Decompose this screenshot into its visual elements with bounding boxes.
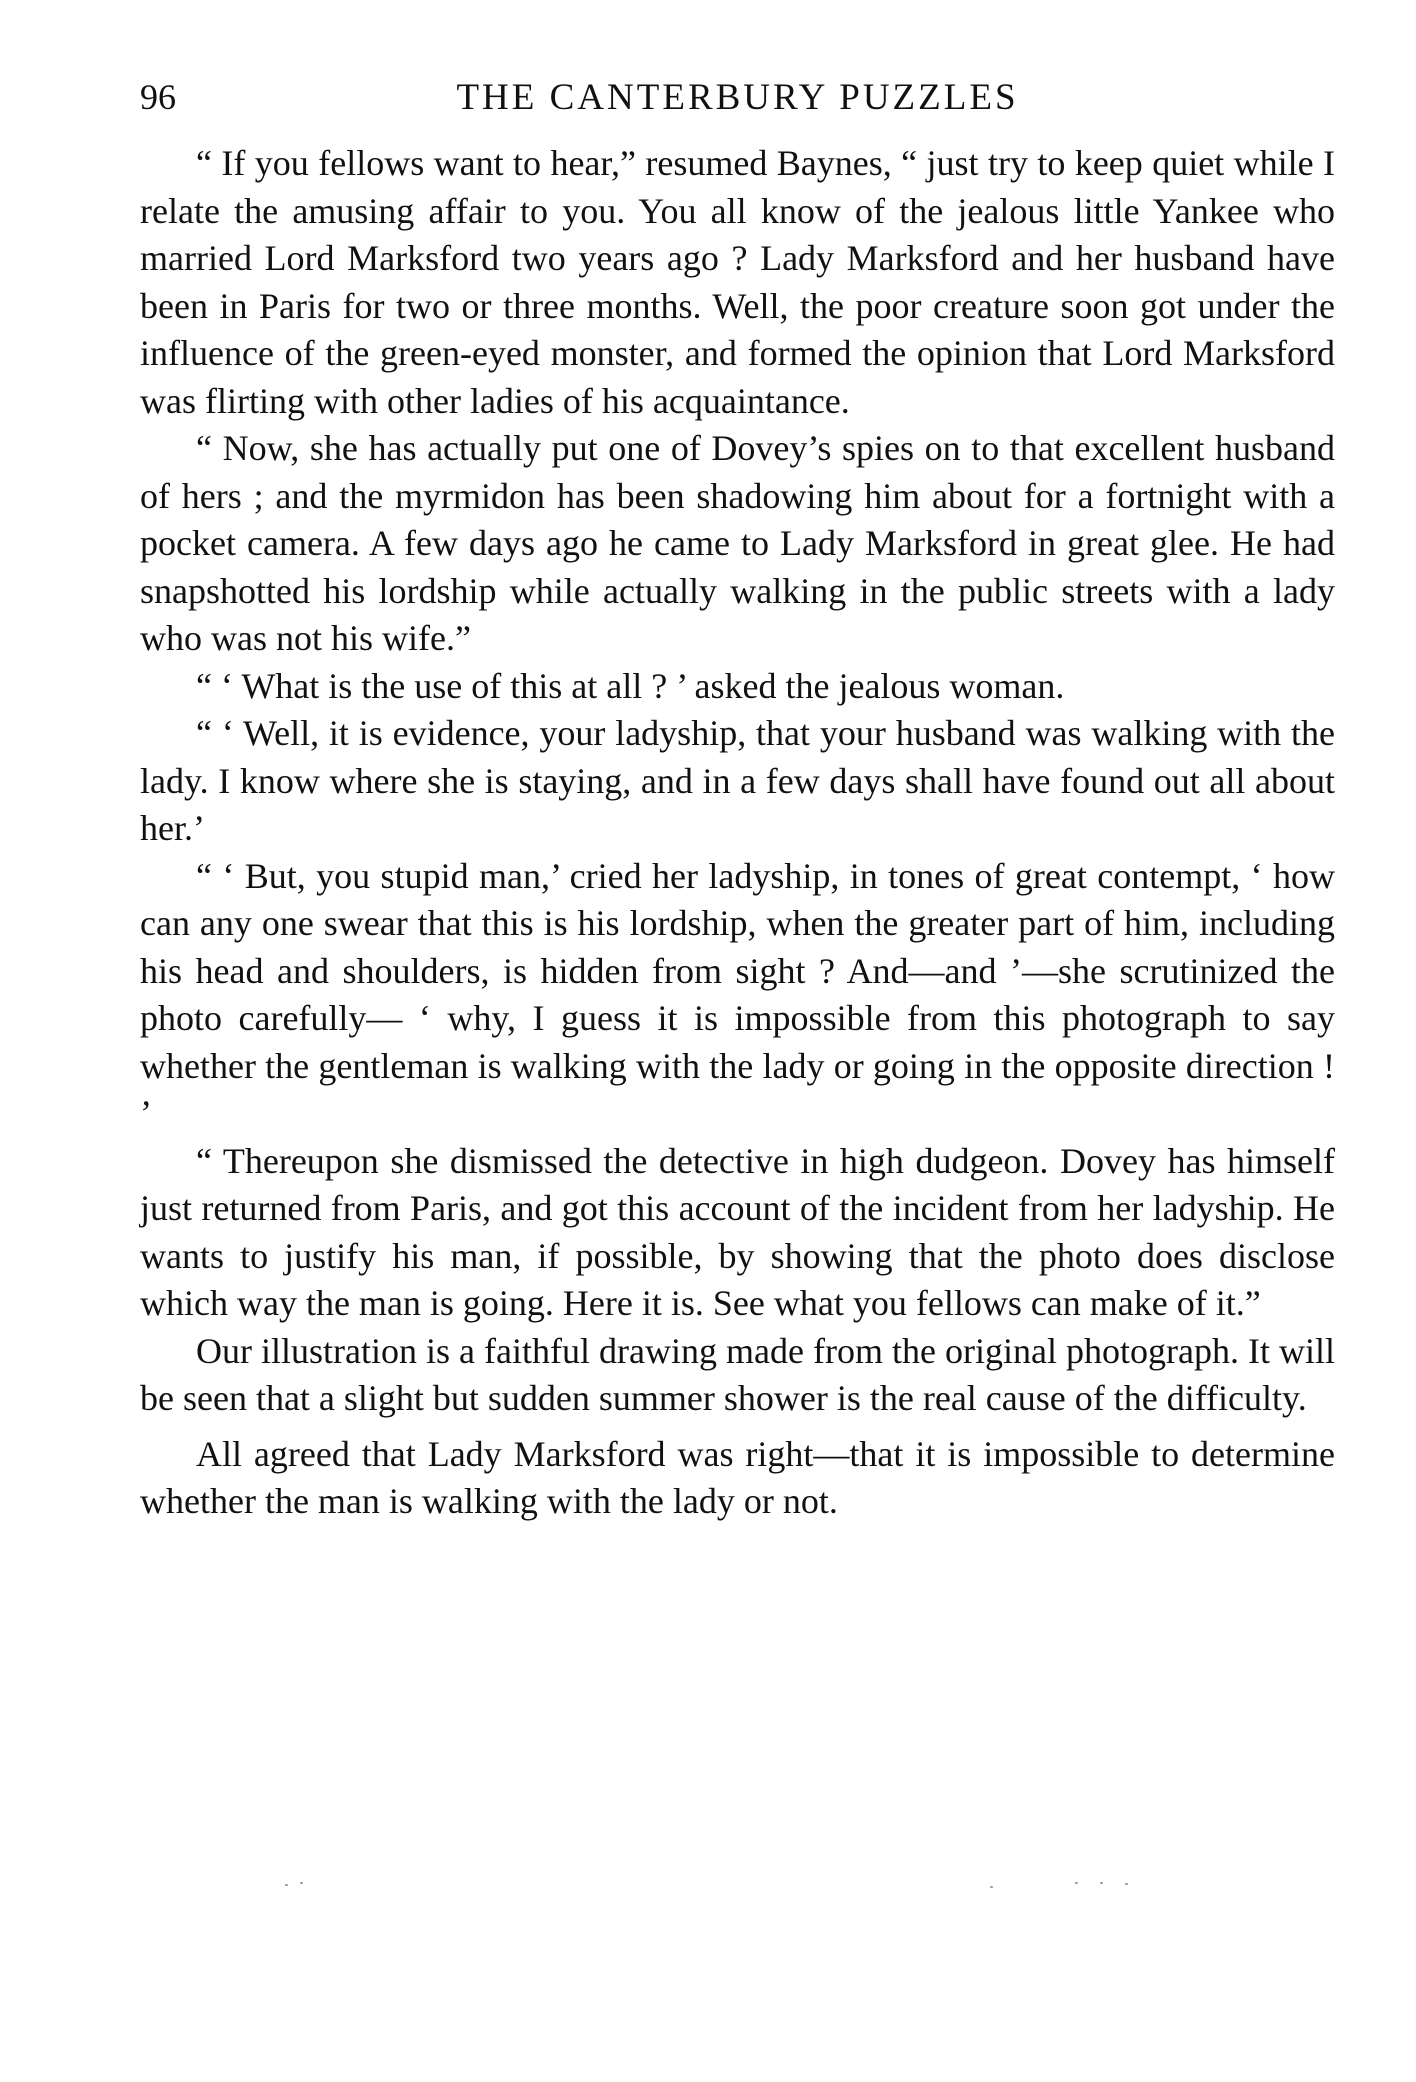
paragraph: “ ‘ Well, it is evidence, your ladyship, that your husband was walking with the lady. I know where she is staying, and in a few days shall have found out all about her.’ — [140, 713, 1335, 848]
paragraph: Our illustration is a faithful drawing made from the original photograph. It will be seen that a slight but sudden summer shower is the real cause of the difficulty. — [140, 1330, 1335, 1418]
scan-speck — [300, 1882, 303, 1884]
page-header — [140, 70, 1335, 140]
scan-specks — [0, 1880, 1416, 1900]
scan-speck — [1100, 1882, 1103, 1884]
scan-speck — [285, 1884, 288, 1886]
paragraph: All agreed that Lady Marksford was right—that it is impossible to determine whether the man is walking with the lady or not. — [140, 1433, 1335, 1521]
running-title: THE CANTERBURY PUZZLES — [456, 77, 1019, 118]
paragraph: “ Thereupon she dismissed the detective in high dudgeon. Dovey has himself just returned from Paris, and got this account of the incident from her ladyship. He wants to justify his man, if possible, by showing that the photo does disclose which way the man is going. Here it is. See what you fellows can make of it.” — [140, 1140, 1335, 1323]
paragraph: “ ‘ But, you stupid man,’ cried her ladyship, in tones of great contempt, ‘ how can any one swear that this is his lordship, when the greater part of him, including his head and shoulders, is hidden from sight ? And—and ’—she scrutinized the photo carefully— ‘ why, I guess it is impossible from this photograph to say whether the gentleman is walking with the lady or going in the opposite direction ! ’ — [140, 855, 1335, 1133]
scan-speck — [1125, 1883, 1128, 1885]
paragraph: “ Now, she has actually put one of Dovey’s spies on to that excellent husband of hers ; and the myrmidon has been shadowing him about for a fortnight with a pocket camera. A few days ago he came to Lady Marksford in great glee. He had snapshotted his lordship while actually walking in the public streets with a lady who was not his wife.” — [140, 428, 1335, 658]
page-number: 96 — [140, 77, 176, 117]
paragraph: “ If you fellows want to hear,” resumed Baynes, “ just try to keep quiet while I relate the amusing affair to you. You all know of the jealous little Yankee who married Lord Marksford two years ago ? Lady Marksford and her husband have been in Paris for two or three months. Well, the poor creature soon got under the influence of the green-eyed monster, and formed the opinion that Lord Marksford was flirting with other ladies of his acquaintance. — [140, 143, 1335, 421]
body-text — [140, 140, 1335, 1526]
scan-speck — [1075, 1882, 1078, 1884]
scan-speck — [990, 1886, 993, 1888]
paragraph: “ ‘ What is the use of this at all ? ’ asked the jealous woman. — [196, 665, 1065, 706]
book-page — [140, 70, 1335, 1526]
